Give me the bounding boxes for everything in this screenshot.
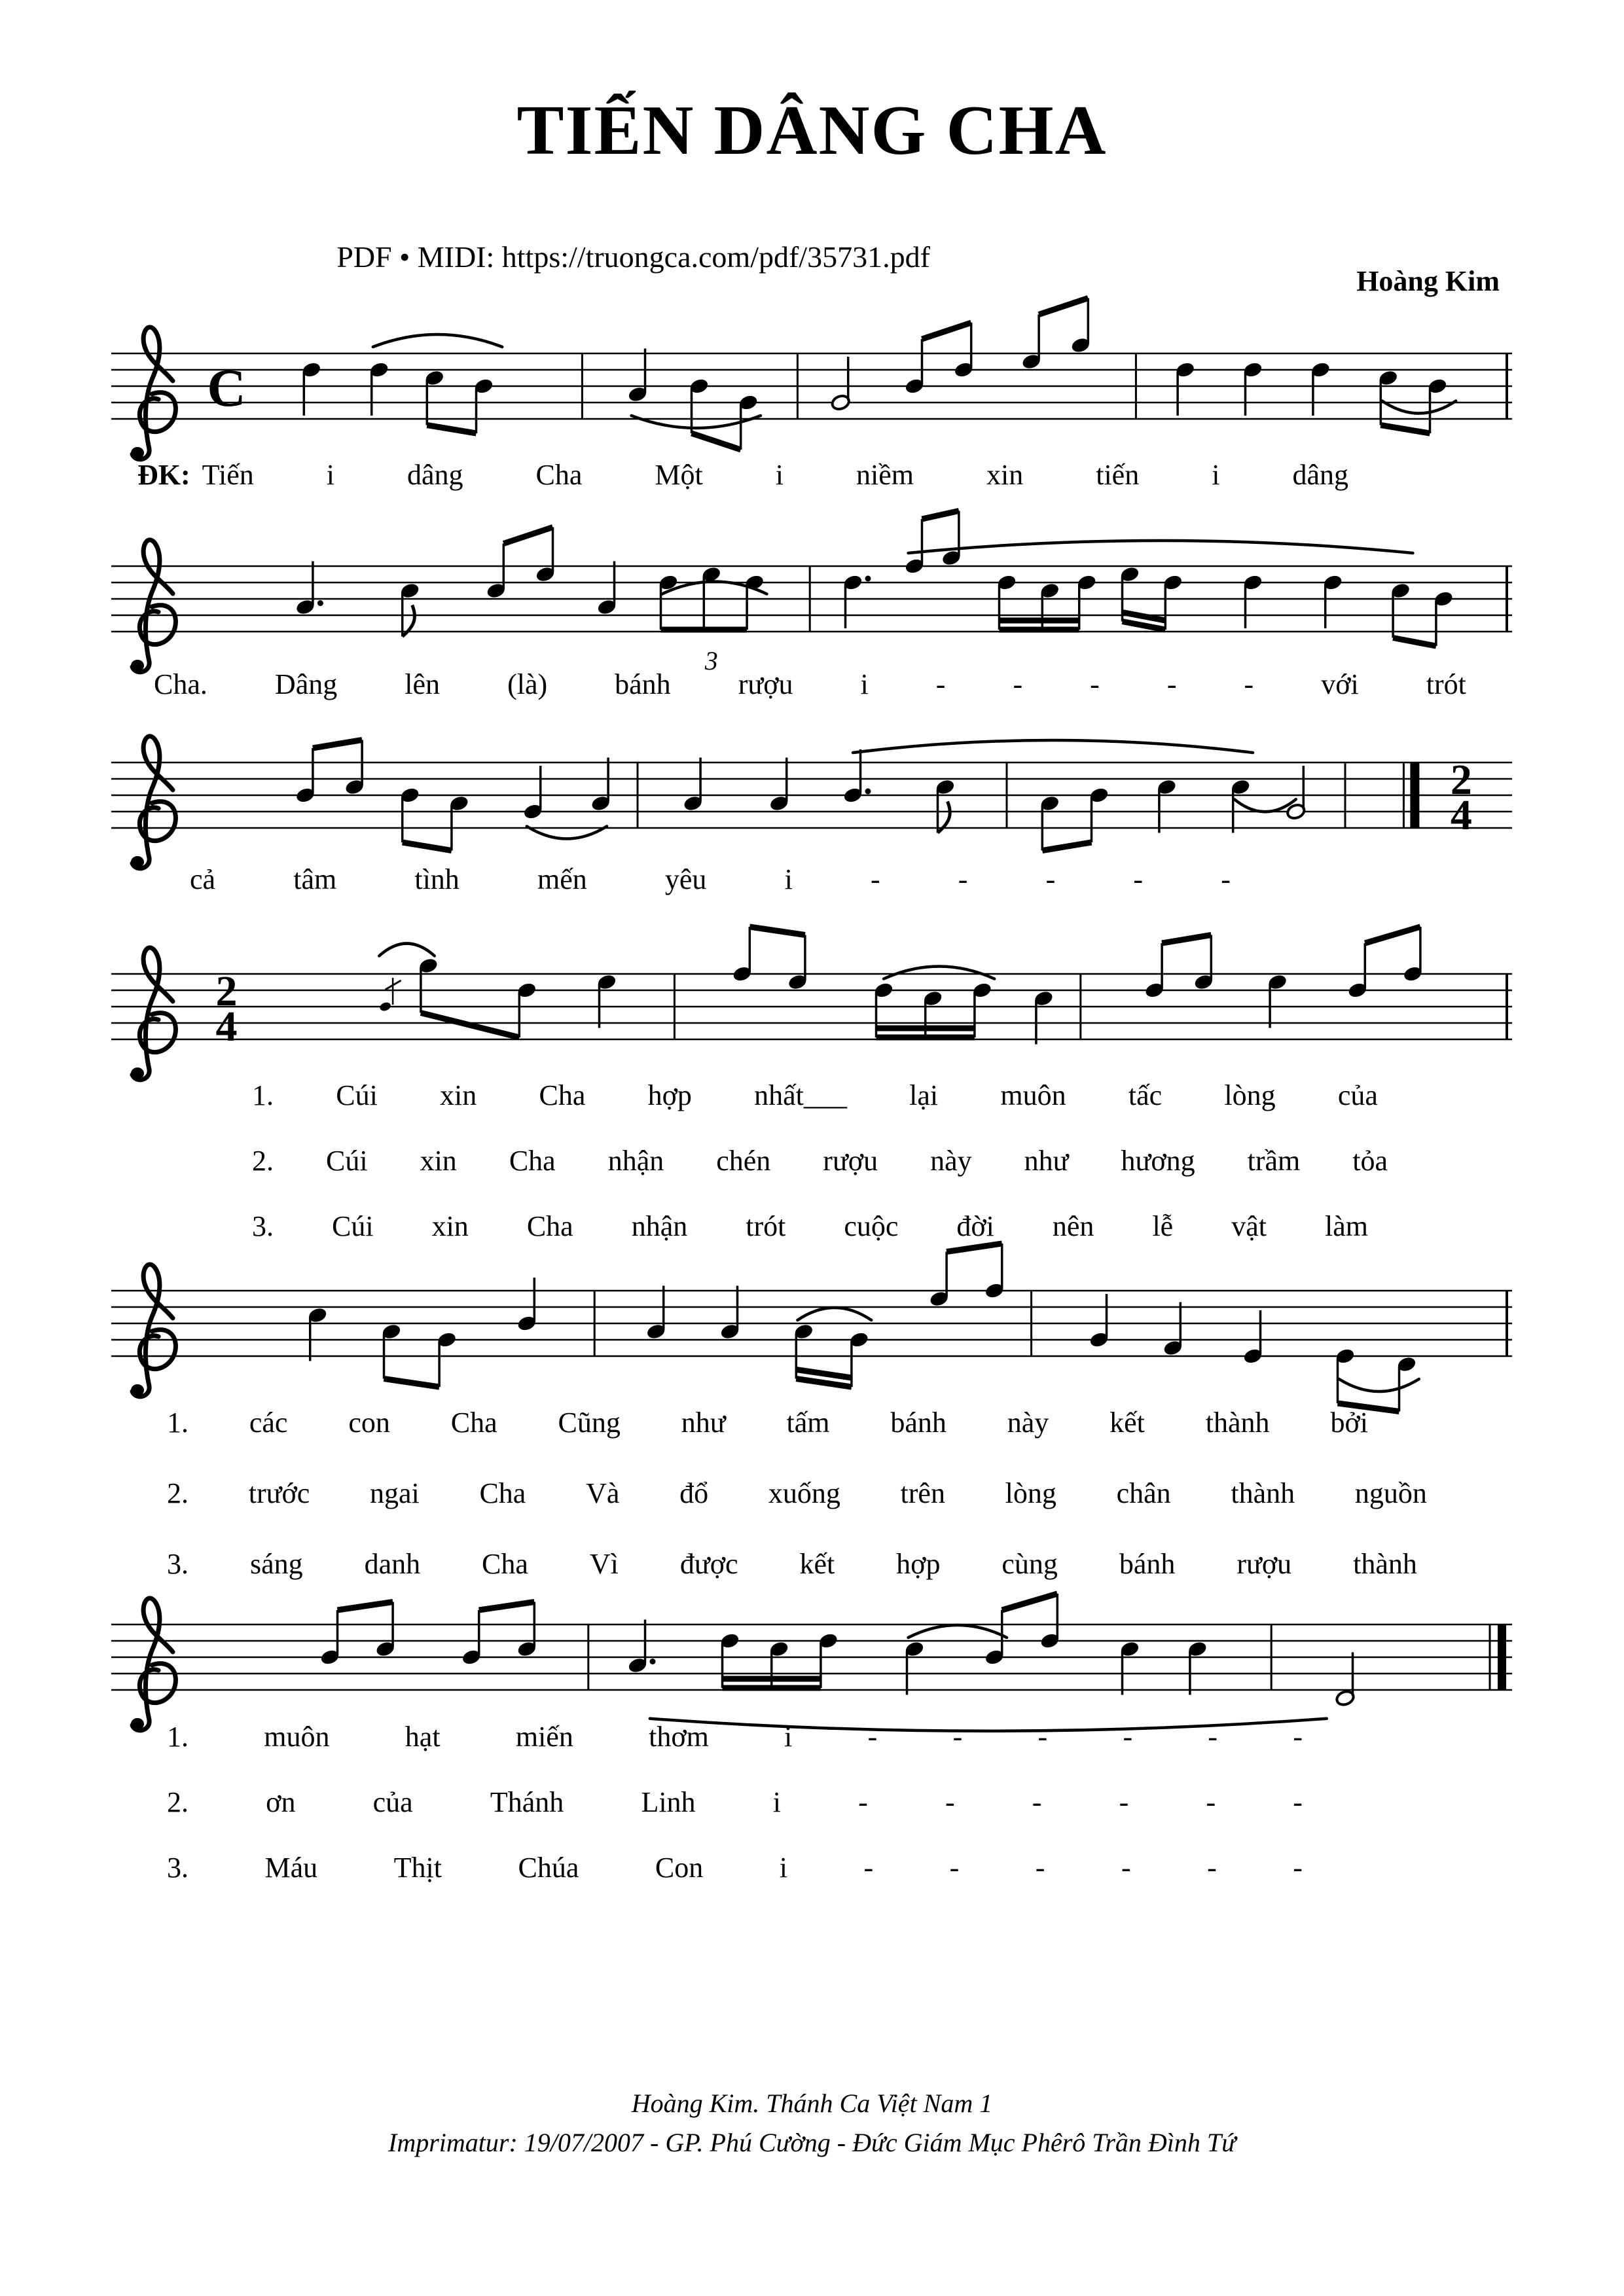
melisma-dash: - <box>1293 1852 1303 1884</box>
lyric-words <box>154 668 1466 701</box>
lyric-word: Cha. <box>154 668 208 700</box>
lyric-word: kết <box>799 1548 835 1580</box>
lyric-word: thành <box>1353 1548 1417 1580</box>
music-notation-svg <box>111 301 1512 484</box>
melisma-dash: - <box>1244 668 1254 700</box>
lyric-word: bánh <box>890 1407 947 1439</box>
staff-system-4 <box>111 922 1512 1105</box>
lyric-words <box>167 1851 1303 1884</box>
lyric-word: miến <box>515 1721 573 1753</box>
lyric-word: i <box>784 1721 793 1753</box>
lyric-word: chén <box>716 1145 771 1177</box>
melisma-dash: - <box>1208 1721 1218 1753</box>
lyric-word: Cha <box>509 1145 556 1177</box>
treble-clef-icon <box>131 948 175 1080</box>
melisma-dash: - <box>858 1786 868 1818</box>
lyric-word: lên <box>405 668 441 700</box>
svg-text:4: 4 <box>1450 791 1472 839</box>
lyric-words <box>202 458 1348 492</box>
slur <box>853 740 1253 753</box>
refrain-lyric-line-2 <box>154 668 1466 701</box>
lyric-word: Cũng <box>558 1407 621 1439</box>
lyric-words <box>252 1210 1368 1243</box>
lyric-word: i <box>779 1852 787 1884</box>
lyric-word: tấm <box>786 1407 830 1439</box>
beam <box>1042 842 1091 851</box>
lyric-word: nguồn <box>1354 1477 1427 1509</box>
lyric-word: nhất___ <box>754 1079 847 1111</box>
lyric-word: lễ <box>1152 1210 1174 1242</box>
lyric-word: tấc <box>1128 1079 1163 1111</box>
music-notation-svg <box>111 922 1512 1105</box>
lyric-word: i <box>772 1786 781 1818</box>
lyric-word: Và <box>586 1477 620 1509</box>
verse3-segment1 <box>252 1210 1368 1243</box>
verse2-segment3 <box>167 1785 1303 1819</box>
lyric-word: Cúi <box>336 1079 378 1111</box>
beam <box>922 511 959 520</box>
lyric-word: của <box>372 1786 413 1818</box>
beam <box>403 842 452 851</box>
lyric-word: i <box>326 459 334 491</box>
lyric-word: bánh <box>615 668 671 700</box>
slur <box>379 944 435 956</box>
lyric-word: 2. <box>167 1477 189 1509</box>
melisma-dash: - <box>870 863 880 895</box>
lyric-word: nhận <box>631 1210 688 1242</box>
lyric-word: vật <box>1231 1210 1267 1242</box>
svg-text:2: 2 <box>215 967 238 1015</box>
lyric-word: 2. <box>252 1145 274 1177</box>
melisma-dash: - <box>1221 863 1231 895</box>
lyric-word: xuống <box>768 1477 840 1509</box>
lyric-word: 3. <box>167 1852 189 1884</box>
lyric-word: như <box>681 1407 726 1439</box>
beam <box>1380 425 1430 434</box>
lyric-word: (là) <box>507 668 548 700</box>
lyric-word: Máu <box>264 1852 318 1884</box>
lyric-word: Vì <box>589 1548 619 1580</box>
composer-name: Hoàng Kim <box>1356 265 1500 297</box>
melisma-dash: - <box>945 1786 955 1818</box>
lyric-word: lại <box>909 1079 939 1111</box>
staff-system-5 <box>111 1238 1512 1422</box>
lyric-words <box>252 1079 1378 1112</box>
time-signature-2-4 <box>216 967 238 1050</box>
refrain-label: ĐK: <box>137 459 190 491</box>
section-barline-thick <box>1410 762 1419 828</box>
slur <box>909 541 1413 553</box>
staff-system-1 <box>111 301 1512 484</box>
lyric-word: rượu <box>823 1145 878 1177</box>
lyric-word: cùng <box>1001 1548 1058 1580</box>
melisma-dash: - <box>863 1852 874 1884</box>
lyric-word: lòng <box>1224 1079 1276 1111</box>
lyric-word: i <box>1212 459 1220 491</box>
melisma-dash: - <box>1038 1721 1048 1753</box>
melisma-dash: - <box>1206 1786 1216 1818</box>
lyric-word: xin <box>420 1145 457 1177</box>
melisma-dash: - <box>958 863 968 895</box>
lyric-word: cuộc <box>844 1210 899 1242</box>
beam <box>503 528 552 544</box>
page-title: TIẾN DÂNG CHA <box>516 92 1108 170</box>
beam <box>1039 298 1088 315</box>
time-signature-common: C <box>207 358 246 418</box>
lyric-word: tình <box>414 863 460 895</box>
lyric-word: Cha <box>539 1079 586 1111</box>
melisma-dash: - <box>935 668 946 700</box>
beam <box>1365 927 1420 943</box>
slur <box>373 334 502 347</box>
beam <box>922 323 971 339</box>
melisma-dash: - <box>1090 668 1100 700</box>
treble-clef-icon <box>131 540 175 672</box>
notes <box>295 511 1454 647</box>
lyric-word: Tiến <box>202 459 254 491</box>
lyric-word: tỏa <box>1352 1145 1388 1177</box>
lyric-word: i <box>784 863 793 895</box>
cautionary-time-signature-2-4 <box>1451 756 1472 839</box>
refrain-lyric-line-3 <box>190 863 1231 896</box>
lyric-word: xin <box>431 1210 469 1242</box>
lyric-word: mến <box>537 863 587 895</box>
lyric-word: sáng <box>249 1548 303 1580</box>
beam <box>796 1379 852 1388</box>
lyric-word: này <box>1007 1407 1049 1439</box>
treble-clef-icon <box>131 1598 175 1731</box>
slur <box>1235 799 1296 812</box>
lyric-word: kết <box>1110 1407 1145 1439</box>
melisma-dash: - <box>1121 1852 1131 1884</box>
beam <box>947 1244 1002 1252</box>
verse2-segment2 <box>167 1477 1427 1510</box>
footer-imprimatur: Imprimatur: 19/07/2007 - GP. Phú Cường - Đức Giám Mục Phêrô Trần Đình Tứ <box>388 2128 1236 2157</box>
verse1-segment2 <box>167 1406 1368 1439</box>
beam <box>796 1370 852 1378</box>
verse3-segment3 <box>167 1851 1303 1884</box>
lyric-words <box>190 863 1231 896</box>
lyric-word: danh <box>364 1548 421 1580</box>
melisma-dash: - <box>1133 863 1144 895</box>
lyric-word: trót <box>1426 668 1466 700</box>
beam <box>479 1602 535 1611</box>
melisma-dash: - <box>1207 1852 1217 1884</box>
beam <box>427 425 476 434</box>
footer-source: Hoàng Kim. Thánh Ca Việt Nam 1 <box>631 2089 993 2118</box>
lyric-word: Cúi <box>326 1145 368 1177</box>
lyric-word: thành <box>1231 1477 1295 1509</box>
lyric-word: bánh <box>1119 1548 1176 1580</box>
beam <box>313 740 362 749</box>
lyric-word: nhận <box>607 1145 664 1177</box>
lyric-word: rượu <box>738 668 793 700</box>
lyric-word: 2. <box>167 1786 189 1818</box>
pdf-midi-link-text: PDF • MIDI: https://truongca.com/pdf/35731.pdf <box>336 240 930 274</box>
lyric-word: tiến <box>1096 459 1140 491</box>
lyric-word: hợp <box>647 1079 692 1111</box>
lyric-words <box>167 1406 1368 1439</box>
triplet-label: 3 <box>704 646 718 675</box>
svg-text:2: 2 <box>1450 756 1472 804</box>
beam <box>421 1013 519 1038</box>
lyric-word: này <box>930 1145 972 1177</box>
lyric-word: Cha <box>535 459 583 491</box>
lyric-word: như <box>1024 1145 1069 1177</box>
lyric-words <box>252 1144 1388 1177</box>
lyric-word: Con <box>655 1852 704 1884</box>
verse1-segment1 <box>252 1079 1378 1112</box>
verse3-segment2 <box>167 1547 1417 1581</box>
lyric-word: hương <box>1121 1145 1195 1177</box>
beam <box>1162 935 1211 944</box>
lyric-word: rượu <box>1236 1548 1292 1580</box>
melisma-dash: - <box>1013 668 1023 700</box>
lyric-word: dâng <box>1292 459 1348 491</box>
lyric-word: i <box>860 668 869 700</box>
beam <box>1123 622 1166 630</box>
lyric-words <box>167 1720 1303 1753</box>
slur <box>1339 1379 1419 1391</box>
lyric-word: được <box>679 1548 738 1580</box>
final-barline-thick <box>1498 1624 1506 1690</box>
refrain-lyric-line <box>137 458 1348 492</box>
slur <box>797 1308 871 1320</box>
beam <box>1123 613 1166 621</box>
lyric-word: Cúi <box>332 1210 374 1242</box>
lyric-word: với <box>1321 668 1359 700</box>
treble-clef-icon <box>131 327 175 459</box>
lyric-word: Một <box>655 459 703 491</box>
lyric-words <box>167 1477 1427 1510</box>
melisma-dash: - <box>1293 1786 1303 1818</box>
lyric-word: yêu <box>664 863 707 895</box>
lyric-word: hợp <box>896 1548 941 1580</box>
beam <box>749 927 805 935</box>
beam <box>692 433 741 450</box>
lyric-word: muôn <box>1000 1079 1066 1111</box>
melisma-dash: - <box>1119 1786 1129 1818</box>
slur <box>884 967 994 979</box>
slur <box>909 1625 1007 1638</box>
lyric-word: nên <box>1052 1210 1094 1242</box>
lyric-word: 1. <box>252 1079 274 1111</box>
lyric-word: cả <box>190 863 216 895</box>
lyric-word: Dâng <box>274 668 338 700</box>
lyric-words <box>167 1547 1417 1581</box>
lyric-words <box>167 1785 1303 1819</box>
lyric-word: trầm <box>1247 1145 1301 1177</box>
lyric-word: con <box>348 1407 390 1439</box>
lyric-word: muôn <box>264 1721 330 1753</box>
lyric-word: trên <box>900 1477 945 1509</box>
lyric-word: hạt <box>405 1721 441 1753</box>
treble-clef-icon <box>131 736 175 869</box>
lyric-word: lòng <box>1005 1477 1056 1509</box>
lyric-word: dâng <box>406 459 463 491</box>
lyric-word: thành <box>1205 1407 1270 1439</box>
svg-text:4: 4 <box>215 1003 238 1050</box>
beam <box>1393 638 1436 647</box>
lyric-word: ngai <box>369 1477 420 1509</box>
lyric-word: các <box>249 1407 288 1439</box>
notes <box>301 298 1448 450</box>
verse1-segment3 <box>167 1720 1303 1753</box>
melisma-dash: - <box>1166 668 1177 700</box>
melisma-dash: - <box>1032 1786 1042 1818</box>
treble-clef-icon <box>131 1265 175 1397</box>
lyric-word: trót <box>746 1210 786 1242</box>
lyric-word: 1. <box>167 1407 189 1439</box>
lyric-word: thơm <box>649 1721 709 1753</box>
melisma-dash: - <box>952 1721 963 1753</box>
lyric-word: xin <box>440 1079 477 1111</box>
lyric-word: Cha <box>482 1548 528 1580</box>
beam <box>384 1379 440 1388</box>
melisma-dash: - <box>1293 1721 1303 1753</box>
verse2-segment1 <box>252 1144 1388 1177</box>
lyric-word: Cha <box>479 1477 526 1509</box>
lyric-word: của <box>1337 1079 1378 1111</box>
melisma-dash: - <box>1045 863 1056 895</box>
lyric-word: Thịt <box>393 1852 442 1884</box>
lyric-word: làm <box>1324 1210 1368 1242</box>
lyric-word: bởi <box>1330 1407 1368 1439</box>
beam <box>1002 1594 1058 1610</box>
lyric-word: đời <box>956 1210 994 1242</box>
melisma-dash: - <box>1123 1721 1133 1753</box>
lyric-word: 3. <box>252 1210 274 1242</box>
beam <box>338 1602 393 1611</box>
lyric-word: ơn <box>266 1786 296 1818</box>
lyric-word: Thánh <box>490 1786 564 1818</box>
melisma-dash: - <box>867 1721 878 1753</box>
melisma-dash: - <box>1035 1852 1045 1884</box>
lyric-word: xin <box>986 459 1024 491</box>
lyric-word: Linh <box>641 1786 696 1818</box>
lyric-word: trước <box>248 1477 310 1509</box>
lyric-word: 3. <box>167 1548 189 1580</box>
lyric-word: Cha <box>526 1210 573 1242</box>
melisma-dash: - <box>949 1852 960 1884</box>
lyric-word: Cha <box>450 1407 497 1439</box>
lyric-word: i <box>775 459 784 491</box>
lyric-word: Chúa <box>518 1852 579 1884</box>
lyric-word: chân <box>1116 1477 1171 1509</box>
notes <box>307 1244 1417 1412</box>
lyric-word: đổ <box>679 1477 709 1509</box>
lyric-word: 1. <box>167 1721 189 1753</box>
lyric-word: tâm <box>293 863 337 895</box>
music-notation-svg <box>111 1238 1512 1422</box>
lyric-word: niềm <box>856 459 914 491</box>
